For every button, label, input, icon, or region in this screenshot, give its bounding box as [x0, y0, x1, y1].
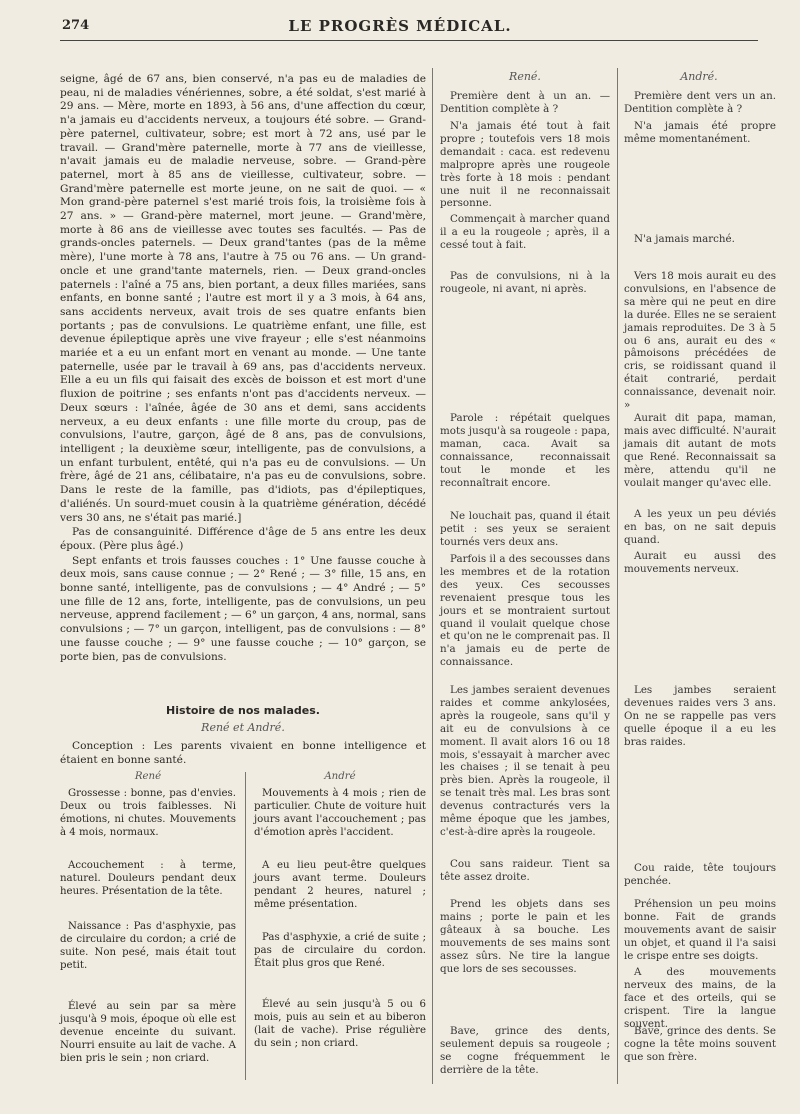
- rene-naissance: Naissance : Pas d'asphyxie, pas de circulaire du cordon; a crié de suite. Non pesé, mais était tout petit.: [60, 921, 236, 971]
- andre-naissance: Pas d'asphyxie, a crié de suite ; pas de circulaire du cordon. Était plus gros que René.: [254, 932, 426, 969]
- andre-prehension: Préhension un peu moins bonne. Fait de grands mouvements avant de saisir un objet, et quand il l'a saisi le crispe entre ses doigts.: [624, 898, 776, 962]
- rene-cou: Cou sans raideur. Tient sa tête assez droite.: [440, 858, 610, 883]
- rene-proprete: N'a jamais été tout à fait propre ; toutefois vers 18 mois demandait : caca. est redevenu malpropre après une rougeole très forte à 18 mois : pendant une nuit il ne reconnaissait personne.: [440, 120, 610, 210]
- andre-cou: Cou raide, tête toujours penchée.: [624, 862, 776, 887]
- andre-proprete: N'a jamais été propre même momentanément.: [624, 120, 776, 145]
- andre-dentition: Première dent vers un an. Dentition complète à ?: [624, 90, 776, 115]
- comparison-table: [60, 770, 426, 1080]
- andre-column-header: André.: [680, 70, 718, 83]
- history-heading: Histoire de nos malades.: [166, 704, 320, 717]
- andre-convulsions: Vers 18 mois aurait eu des convulsions, en l'absence de sa mère qui ne peut en dire la durée. Elles ne se seraient jamais reproduites. De 3 à 5 ou 6 ans, aurait eu des « pâmoisons précédées de cris, se roidissant quand il était contrarié, perdait connaissance, devenait noir. »: [624, 270, 776, 412]
- rene-jambes: Les jambes seraient devenues raides et comme ankylosées, après la rougeole, sans qu'il y ait eu de convulsions à ce moment. Il avait alors 16 ou 18 mois, s'essayait à marcher avec les chaises ; il se tenait à peu près bien. Après la rougeole, il se tenait très mal. Les bras sont devenus contracturés vers la même époque que les jambes, c'est-à-dire après la rougeole.: [440, 684, 610, 838]
- rene-subcolumn: [60, 770, 236, 1065]
- rene-accouchement: Accouchement : à terme, naturel. Douleurs pendant deux heures. Présentation de la tête.: [60, 860, 236, 897]
- rene-convulsions: Pas de convulsions, ni à la rougeole, ni avant, ni après.: [440, 270, 610, 295]
- column-divider-1: [432, 68, 433, 1084]
- history-subheading: René et André.: [201, 721, 285, 734]
- comparison-divider: [245, 772, 246, 1080]
- rene-bave: Bave, grince des dents, seulement depuis sa rougeole ; se cogne fréquemment le derrière de la tête.: [440, 1025, 610, 1076]
- andre-accouchement: A eu lieu peut-être quelques jours avant terme. Douleurs pendant 2 heures, naturel ; même présentation.: [254, 860, 426, 910]
- left-column: [60, 73, 426, 693]
- page-number: 274: [62, 18, 90, 33]
- siblings-paragraph: Sept enfants et trois fausses couches : 1° Une fausse couche à deux mois, sans cause connue ; — 2° René ; — 3° fille, 15 ans, en bonne santé, intelligente, pas de convulsions ; — 4° André ; — 5° une fille de 12 ans, forte, intelligente, pas de convulsions, un peu nerveuse, apprend facilement ; — 6° un garçon, 4 ans, normal, sans convulsions ; — 7° un garçon, intelligent, pas de convulsions : — 8° une fausse couche ; — 9° une fausse couche ; — 10° garçon, se porte bien, pas de convulsions.: [60, 554, 426, 663]
- rene-yeux: Ne louchait pas, quand il était petit : ses yeux se seraient tournés vers deux ans.: [440, 510, 610, 548]
- rene-subcolumn-header: René: [134, 771, 162, 782]
- header-rule: [60, 40, 758, 41]
- andre-bave: Bave, grince des dents. Se cogne la tête moins souvent que son frère.: [624, 1025, 776, 1063]
- andre-mouvements: Aurait eu aussi des mouvements nerveux.: [624, 550, 776, 575]
- andre-marche: N'a jamais marché.: [634, 233, 735, 245]
- consanguinity-paragraph: Pas de consanguinité. Différence d'âge de 5 ans entre les deux époux. (Père plus âgé.): [60, 526, 426, 552]
- rene-marche: Commençait à marcher quand il a eu la rougeole ; après, il a cessé tout à fait.: [440, 213, 610, 251]
- rene-column-header: René.: [509, 70, 541, 83]
- andre-subcolumn: [254, 770, 426, 1050]
- andre-mouvements-nerveux: A des mouvements nerveux des mains, de la face et des orteils, qui se crispent. Tire la langue souvent.: [624, 966, 776, 1030]
- column-divider-2: [617, 68, 618, 1084]
- rene-secousses: Parfois il a des secousses dans les membres et de la rotation des yeux. Ces secousses revenaient presque tous les jours et se montraient surtout quand il voulait quelque chose et qu'on ne le comprenait pas. Il n'a jamais eu de perte de connaissance.: [440, 553, 610, 669]
- andre-grossesse: Mouvements à 4 mois ; rien de particulier. Chute de voiture huit jours avant l'accouchement ; pas d'émotion après l'accident.: [254, 788, 426, 838]
- family-history-paragraph: seigne, âgé de 67 ans, bien conservé, n'a pas eu de maladies de peau, ni de maladies vénériennes, sobre, a été soldat, s'est marié à 29 ans. — Mère, morte en 1893, à 56 ans, d'une affection du cœur, n'a jamais eu d'accidents nerveux, a toujours été sobre. — Grand-père paternel, cultivateur, sobre; est mort à 72 ans, usé par le travail. — Grand'mère paternelle, morte à 77 ans de vieillesse, n'avait jamais eu de maladie nerveuse, sobre. — Grand-père paternel, mort à 85 ans de vieillesse, cultivateur, sobre. — Grand'mère paternelle est morte jeune, on ne sait de quoi. — « Mon grand-père paternel s'est marié trois fois, la troisième fois à 27 ans. » — Grand-père maternel, mort jeune. — Grand'mère, morte à 86 ans de vieillesse avec toutes ses facultés. — Pas de grands-oncles paternels. — Deux grand'tantes (pas de la même mère), l'une morte à 78 ans, l'autre à 75 ou 76 ans. — Un grand-oncle et une grand'tante maternels, rien. — Deux grand-oncles paternels : l'aîné a 75 ans, bien portant, a deux filles mariées, sans enfants, en bonne santé ; l'autre est mort il y a 3 mois, à 64 ans, sans accidents nerveux, avait trois de ses quatre enfants bien portants ; pas de convulsions. Le quatrième enfant, une fille, est devenue épileptique après une vive frayeur ; elle s'est néanmoins mariée et a eu un enfant mort en venant au monde. — Une tante paternelle, usée par le travail à 69 ans, pas d'accidents nerveux. Elle a eu un fils qui faisait des excès de boisson et est mort d'une fluxion de poitrine ; ses enfants n'ont pas d'accidents nerveux. — Deux sœurs : l'aînée, âgée de 30 ans et demi, sans accidents nerveux, a eu deux enfants : une fille morte du croup, pas de convulsions, l'autre, garçon, âgé de 8 ans, pas de convulsions, intelligent ; la deuxième sœur, intelligente, pas de convulsions, a un enfant turbulent, entêté, qui n'a pas eu de convulsions. — Un frère, âgé de 21 ans, célibataire, n'a pas eu de convulsions, sobre. Dans le reste de la famille, pas d'idiots, pas d'épileptiques, d'aliénés. Un sourd-muet cousin à la quatrième génération, décédé vers 30 ans, ne s'était pas marié.]: [60, 73, 426, 524]
- andre-yeux: A les yeux un peu déviés en bas, on ne sait depuis quand.: [624, 508, 776, 546]
- andre-subcolumn-header: André: [324, 771, 356, 782]
- andre-allaitement: Élevé au sein jusqu'à 5 ou 6 mois, puis au sein et au biberon (lait de vache). Prise régulière du sein ; non criard.: [254, 999, 426, 1049]
- rene-grossesse: Grossesse : bonne, pas d'envies. Deux ou trois faiblesses. Ni émotions, ni chutes. Mouvements à 4 mois, normaux.: [60, 788, 236, 838]
- rene-dentition: Première dent à un an. — Dentition complète à ?: [440, 90, 610, 115]
- rene-prehension: Prend les objets dans ses mains ; porte le pain et les gâteaux à sa bouche. Les mouvements de ses mains sont assez sûrs. Ne tire la langue que lors de ses secousses.: [440, 898, 610, 975]
- andre-parole: Aurait dit papa, maman, mais avec difficulté. N'aurait jamais dit autant de mots que René. Reconnaissait sa mère, attendu qu'il ne voulait manger qu'avec elle.: [624, 412, 776, 489]
- running-head: LE PROGRÈS MÉDICAL.: [288, 17, 512, 35]
- rene-parole: Parole : répétait quelques mots jusqu'à sa rougeole : papa, maman, caca. Avait sa connaissance, reconnaissait tout le monde et les reconnaîtrait encore.: [440, 412, 610, 489]
- andre-jambes: Les jambes seraient devenues raides vers 3 ans. On ne se rappelle pas vers quelle époque il a eu les bras raides.: [624, 684, 776, 748]
- rene-allaitement: Élevé au sein par sa mère jusqu'à 9 mois, époque où elle est devenue enceinte du suivant. Nourri ensuite au lait de vache. A bien pris le sein ; non criard.: [60, 1001, 236, 1064]
- conception-paragraph: Conception : Les parents vivaient en bonne intelligence et étaient en bonne santé.: [60, 740, 426, 766]
